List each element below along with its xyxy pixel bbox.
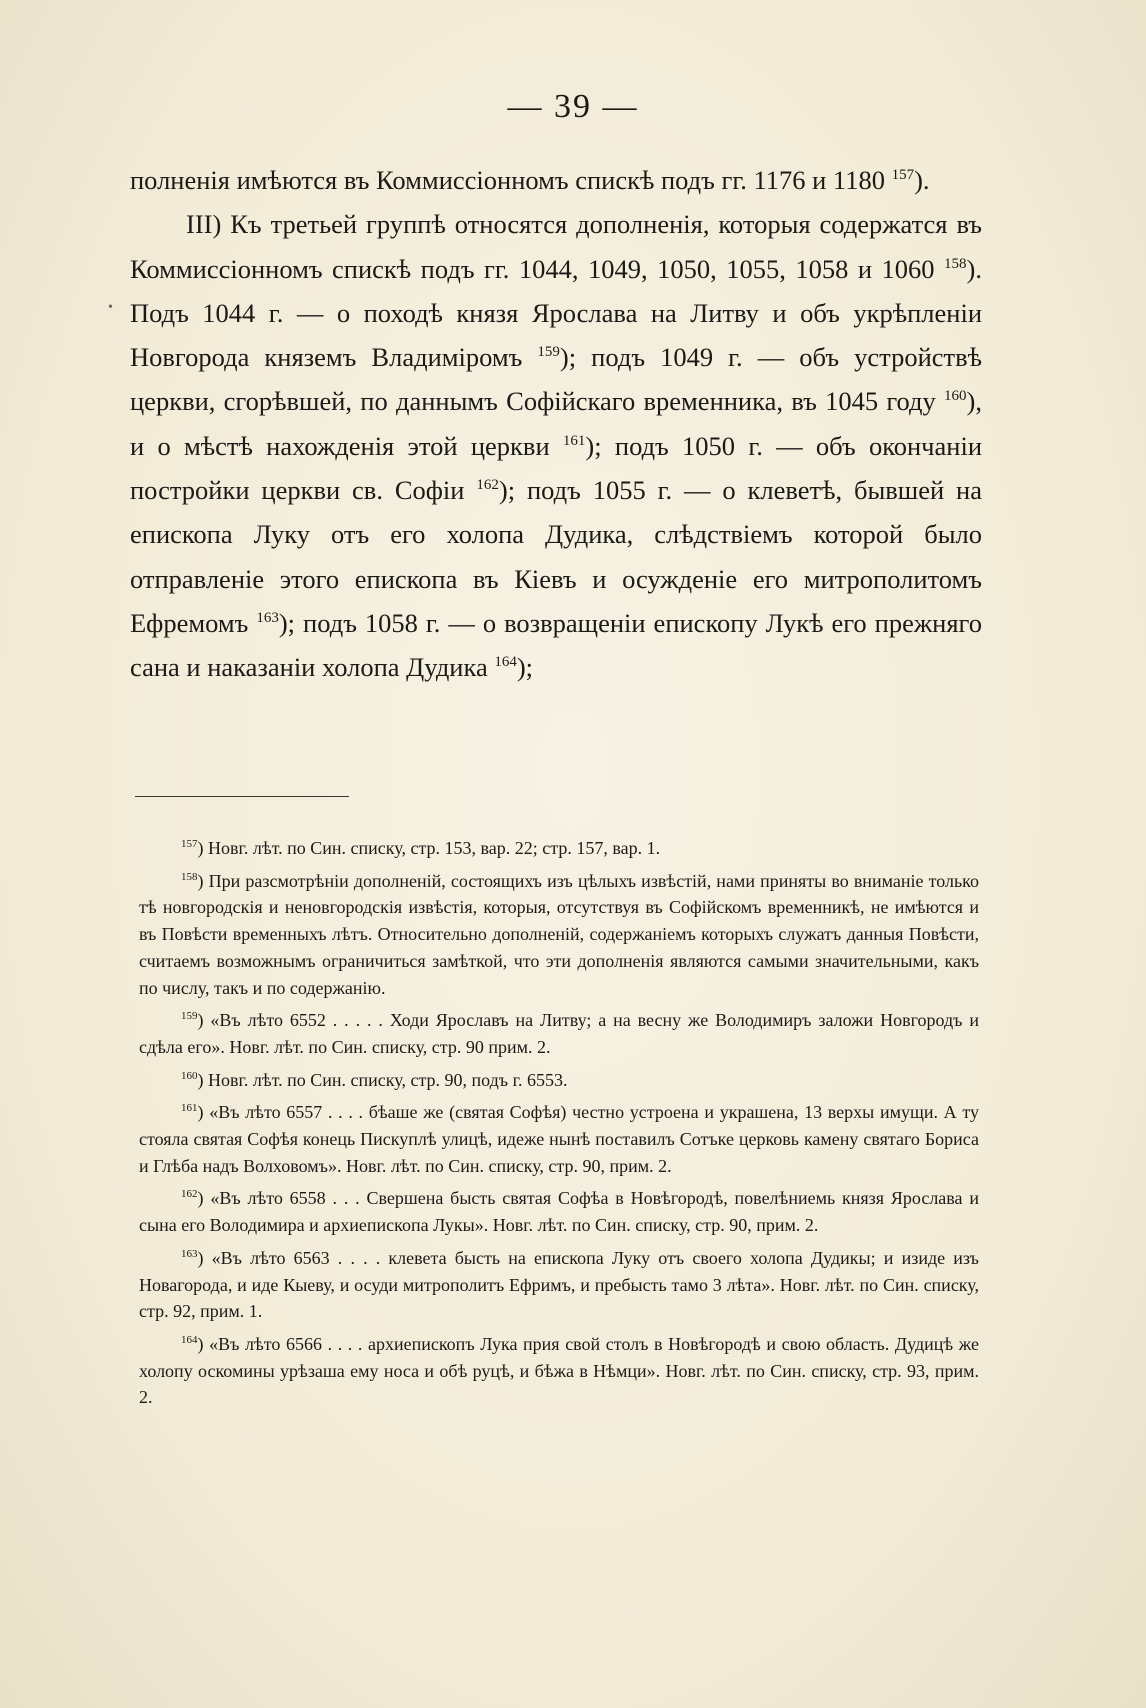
footnote <box>139 835 979 862</box>
footnote-number: 162 <box>181 1188 198 1201</box>
footnote <box>139 1067 979 1094</box>
footnote-text: ) «Въ лѣто 6563 . . . . клевета бысть на епископа Луку отъ своего холопа Дудикы; и изиде изъ Новагорода, и иде Кыеву, и осуди митрополитъ Ефримъ, и пребысть тамо 3 лѣта». Новг. лѣт. по Син. списку, стр. 92, прим. 1. <box>139 1247 979 1322</box>
paragraph-text: ); <box>516 652 534 683</box>
footnote-ref: 161 <box>562 432 586 449</box>
footnote <box>139 1331 979 1411</box>
footnote-number: 158 <box>181 870 198 883</box>
paragraph-text: ). <box>914 165 930 195</box>
footnote <box>139 1245 979 1325</box>
footnote-number: 161 <box>181 1102 198 1115</box>
footnote-text: ) «Въ лѣто 6558 . . . Свершена бысть святая Софѣа в Новѣгородѣ, повелѣниемь князя Ярослава и сына его Володимира и архиепископа Лукы». Новг. лѣт. по Син. списку, стр. 90, прим. 2. <box>139 1188 979 1236</box>
page-number: — 39 — <box>507 88 639 125</box>
paragraph-text: ). Подъ 1044 г. — о походѣ князя Ярослава на Литву и объ укрѣпленіи Новгорода княземъ Владиміромъ <box>130 253 982 373</box>
paragraph-text: ); подъ 1058 г. — о возвращеніи епископу Лукѣ его прежняго сана и наказаніи холопа Дудика <box>130 607 983 683</box>
paragraph-text: ); подъ 1049 г. — объ устройствѣ церкви, сгорѣвшей, по даннымъ Софійскаго временника, въ 1045 году <box>130 342 982 417</box>
footnote-ref: 159 <box>537 344 560 361</box>
footnotes <box>139 835 979 1417</box>
paragraph-text: ), и о мѣстѣ нахожденія этой церкви <box>130 386 982 461</box>
footnote-text: ) «Въ лѣто 6566 . . . . архиепископъ Лука прия свой столъ в Новѣгородѣ и свою область. Дудицѣ же холопу оскомины урѣзаша ему носа и обѣ руцѣ, и бѣжа в Нѣмци». Новг. лѣт. по Син. списку, стр. 93, прим. 2. <box>139 1333 979 1408</box>
paragraph-text: полненія имѣются въ Коммиссіонномъ спискѣ подъ гг. 1176 и 1180 <box>130 165 892 195</box>
footnote-number: 159 <box>181 1010 198 1023</box>
footnote <box>139 868 979 1002</box>
footnote-ref: 157 <box>891 167 915 184</box>
footnote-number: 163 <box>181 1247 198 1260</box>
footnote-ref: 160 <box>944 388 967 405</box>
footnote-ref: 163 <box>256 610 279 627</box>
footnote-ref: 162 <box>476 477 499 494</box>
footnote-ref: 164 <box>494 654 517 671</box>
paragraph <box>130 158 982 202</box>
footnote-text: ) «Въ лѣто 6552 . . . . . Ходи Ярославъ на Литву; а на весну же Володимиръ заложи Новгородъ и сдѣла его». Новг. лѣт. по Син. списку, стр. 90 прим. 2. <box>139 1010 979 1057</box>
footnote-text: ) Новг. лѣт. по Син. списку, стр. 90, подъ г. 6553. <box>197 1069 568 1090</box>
footnote <box>139 1099 979 1179</box>
footnote <box>139 1007 979 1060</box>
paragraph-text: III) Къ третьей группѣ относятся дополненія, которыя содержатся въ Коммиссіонномъ спискѣ подъ гг. 1044, 1049, 1050, 1055, 1058 и 1060 <box>130 209 982 284</box>
footnote-text: ) «Въ лѣто 6557 . . . . бѣаше же (святая Софѣя) честно устроена и украшена, 13 верхы имущи. А ту стояла святая Софѣя конець Пискуплѣ улицѣ, идеже нынѣ поставилъ Сотъке церковь камену святаго Бориса и Глѣба надъ Волховомъ». Новг. лѣт. по Син. списку, стр. 90, прим. 2. <box>139 1102 979 1176</box>
footnote-number: 157 <box>181 838 198 850</box>
footnote-text: ) При разсмотрѣніи дополненій, состоящихъ изъ цѣлыхъ извѣстій, нами приняты во вниманіе только тѣ новгородскія и неновгородскія извѣстія, которыя, отсутствуя въ Софійскомъ временникѣ, не имѣются и въ Повѣсти временныхъ лѣтъ. Относительно дополненій, содержаніемъ которыхъ служатъ данныя Повѣсти, считаемъ возможнымъ ограничиться замѣткой, что эти дополненія являются самыми значительными, какъ по числу, такъ и по содержанію. <box>139 870 979 998</box>
footnote <box>139 1185 979 1238</box>
main-text <box>130 158 982 690</box>
footnote-number: 160 <box>181 1069 198 1082</box>
margin-dot: • <box>108 300 113 315</box>
paragraph-text: ); подъ 1050 г. — объ окончаніи постройки церкви св. Софіи <box>130 430 982 506</box>
footnote-text: ) Новг. лѣт. по Син. списку, стр. 153, вар. 22; стр. 157, вар. 1. <box>197 838 661 858</box>
footnote-separator <box>135 796 349 797</box>
paragraph-text: ); подъ 1055 г. — о клеветѣ, бывшей на епископа Луку отъ его холопа Дудика, слѣдствіемъ которой было отправленіе этого епископа въ Кіевъ и осужденіе его митрополитомъ Ефремомъ <box>130 475 982 638</box>
footnote-number: 164 <box>181 1333 198 1346</box>
footnote-ref: 158 <box>944 255 967 272</box>
paragraph <box>130 202 982 689</box>
